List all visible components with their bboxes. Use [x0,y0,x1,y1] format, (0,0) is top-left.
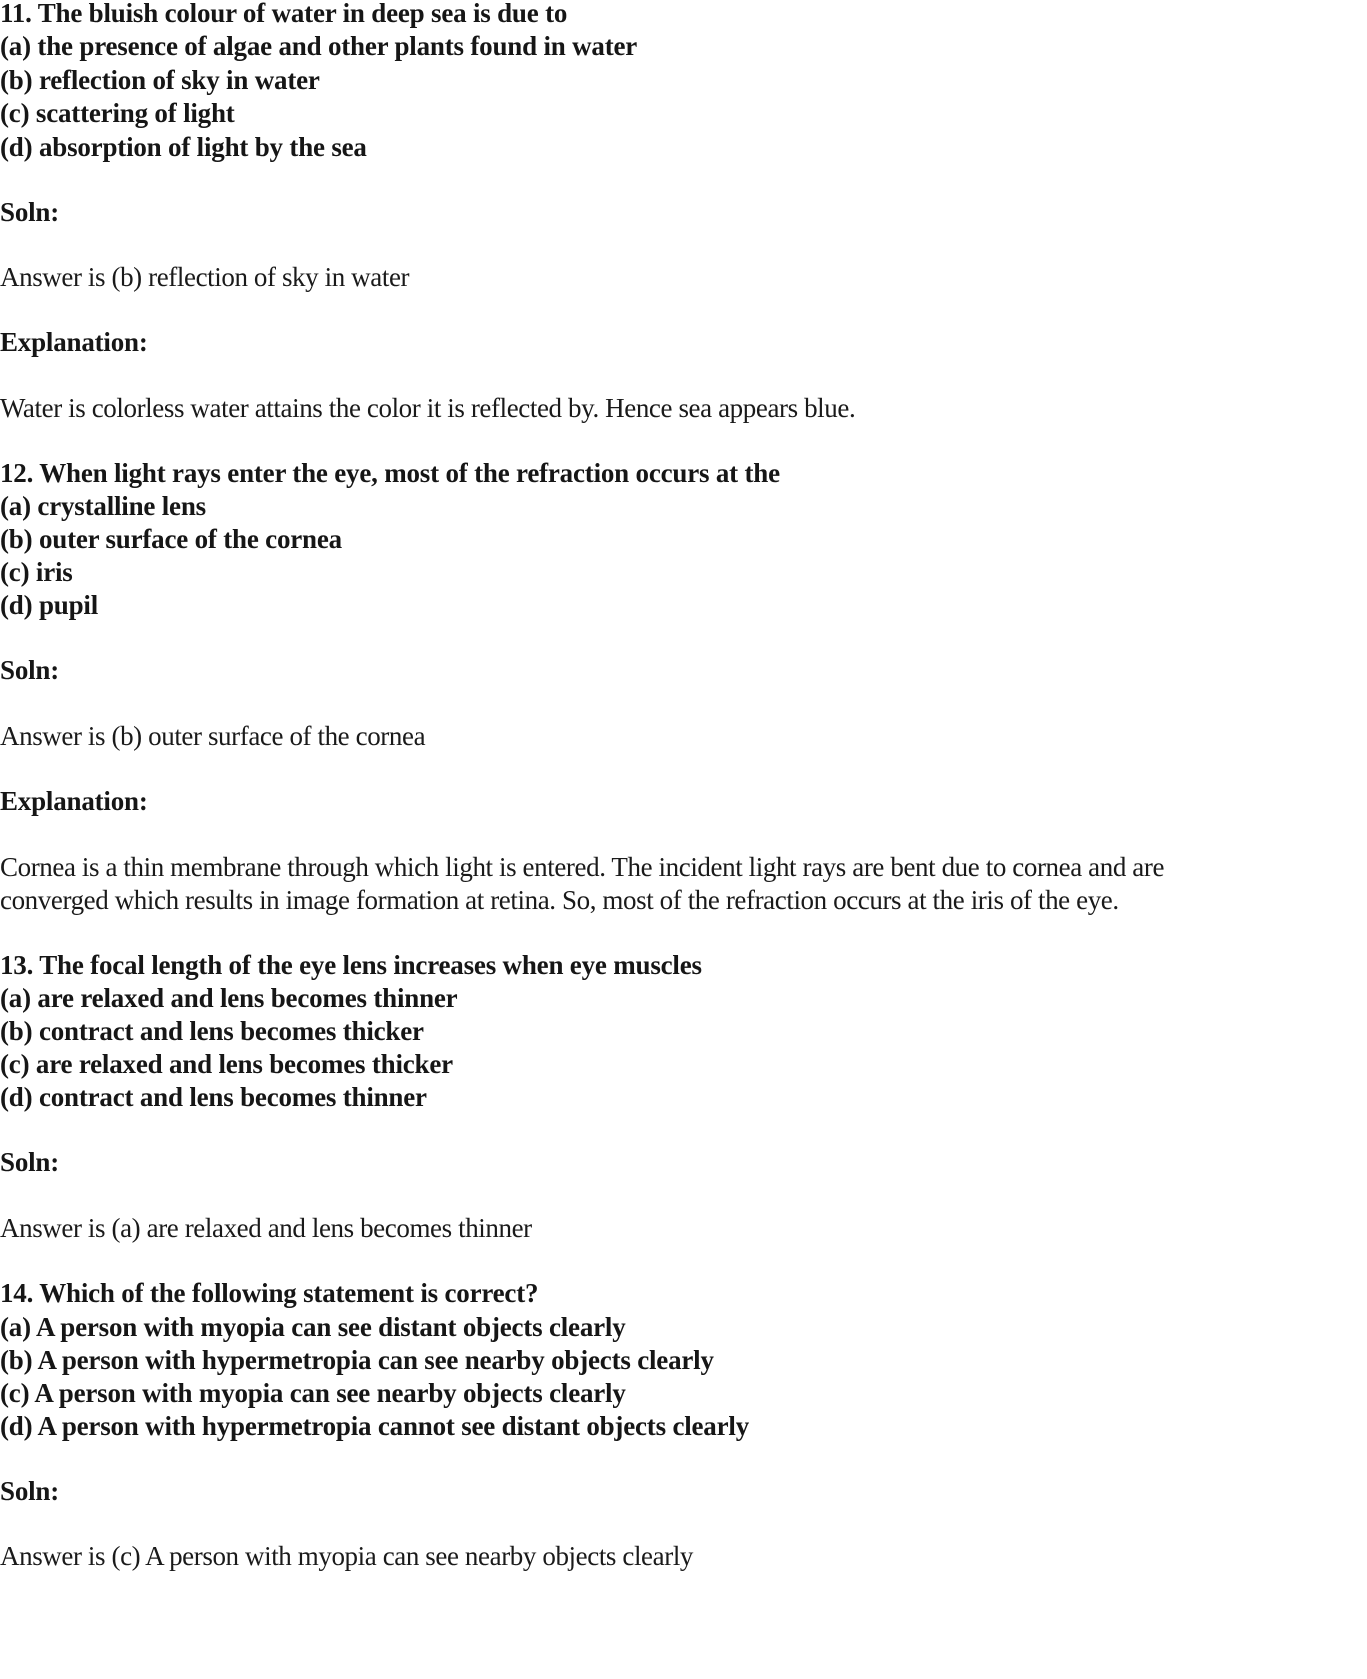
option-d: (d) absorption of light by the sea [0,132,367,162]
question-text: 12. When light rays enter the eye, most of the refraction occurs at the [0,458,780,488]
answer-text: Answer is (b) outer surface of the cornea [0,721,426,751]
option-b: (b) reflection of sky in water [0,65,320,95]
option-c: (c) scattering of light [0,98,235,128]
answer-text: Answer is (c) A person with myopia can see nearby objects clearly [0,1541,694,1571]
explanation-text-line-2: converged which results in image formation at retina. So, most of the refraction occurs at the iris of the eye. [0,885,1119,915]
option-c: (c) iris [0,557,73,587]
option-b: (b) outer surface of the cornea [0,524,342,554]
option-a: (a) crystalline lens [0,491,206,521]
question-text: 13. The focal length of the eye lens increases when eye muscles [0,950,702,980]
option-b: (b) contract and lens becomes thicker [0,1016,424,1046]
explanation-label: Explanation: [0,786,148,816]
option-d: (d) contract and lens becomes thinner [0,1082,427,1112]
explanation-text-line-1: Cornea is a thin membrane through which light is entered. The incident light rays are bent due to cornea and are [0,852,1165,882]
answer-text: Answer is (b) reflection of sky in water [0,262,410,292]
option-c: (c) A person with myopia can see nearby objects clearly [0,1378,626,1408]
explanation-text: Water is colorless water attains the color it is reflected by. Hence sea appears blue. [0,393,856,423]
option-d: (d) pupil [0,590,98,620]
option-a: (a) are relaxed and lens becomes thinner [0,983,458,1013]
option-a: (a) the presence of algae and other plants found in water [0,31,638,61]
soln-label: Soln: [0,197,60,227]
soln-label: Soln: [0,1476,60,1506]
question-text: 11. The bluish colour of water in deep sea is due to [0,0,568,28]
soln-label: Soln: [0,655,60,685]
option-c: (c) are relaxed and lens becomes thicker [0,1049,453,1079]
option-b: (b) A person with hypermetropia can see nearby objects clearly [0,1345,714,1375]
explanation-label: Explanation: [0,327,148,357]
option-d: (d) A person with hypermetropia cannot see distant objects clearly [0,1411,749,1441]
answer-text: Answer is (a) are relaxed and lens becomes thinner [0,1213,532,1243]
option-a: (a) A person with myopia can see distant objects clearly [0,1312,626,1342]
soln-label: Soln: [0,1147,60,1177]
question-text: 14. Which of the following statement is correct? [0,1278,539,1308]
